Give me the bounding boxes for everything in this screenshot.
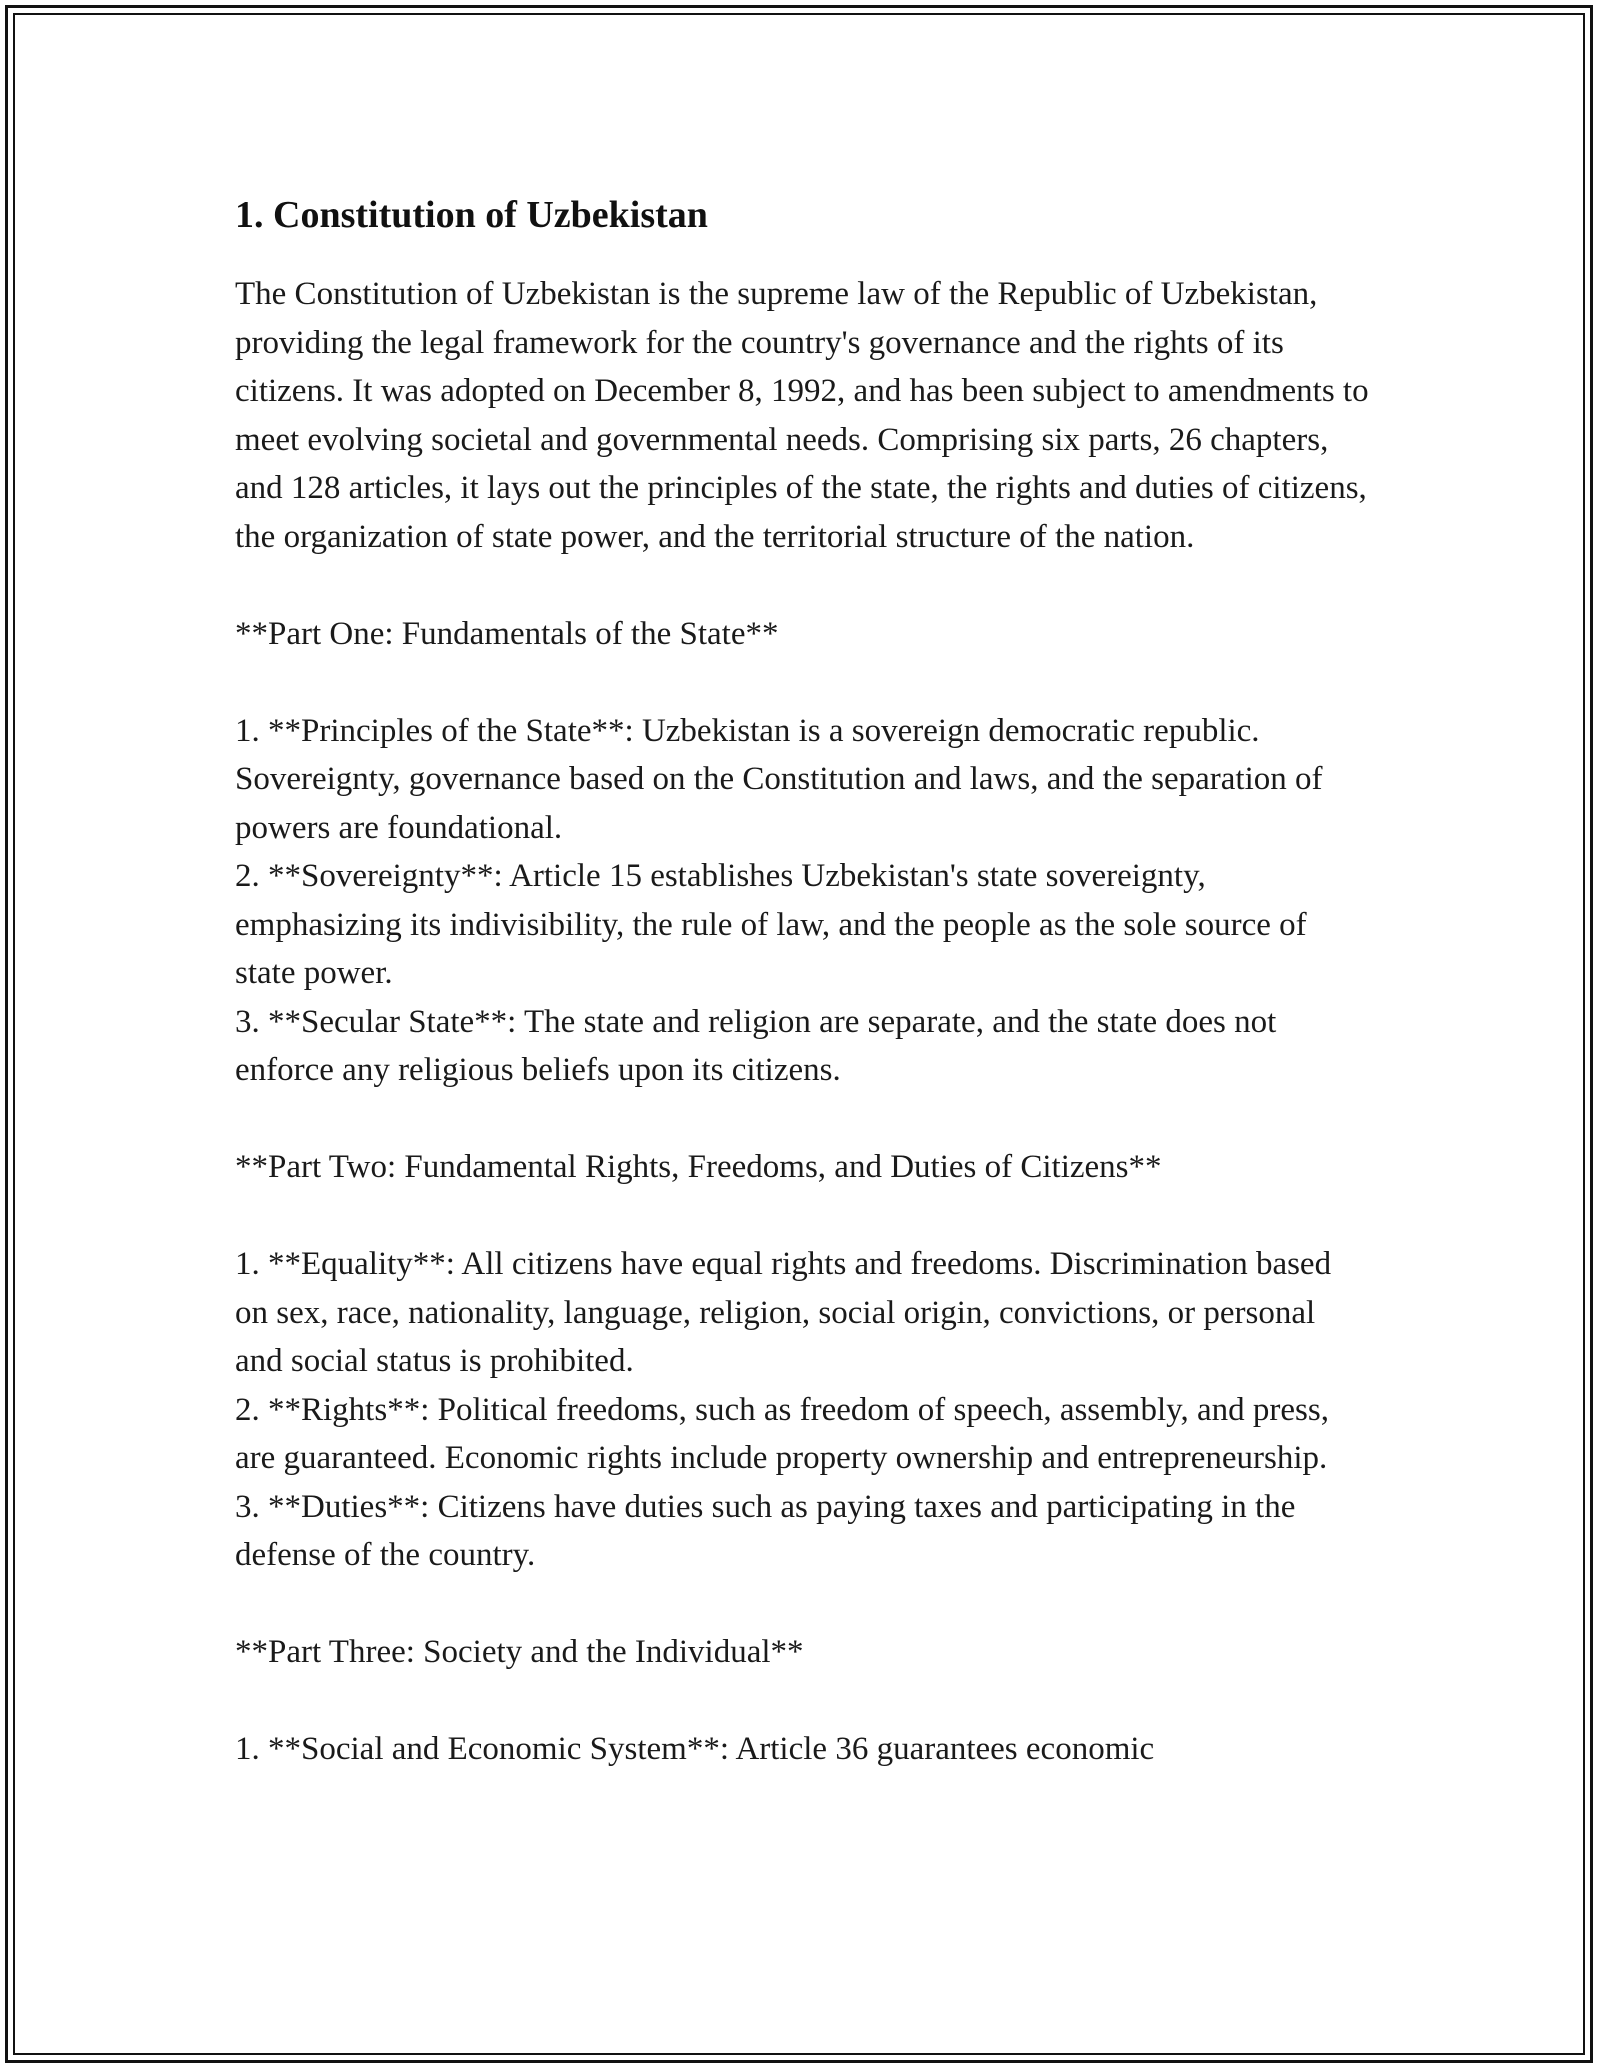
document-body [235, 190, 1370, 1774]
part-one-item: 2. **Sovereignty**: Article 15 establishes Uzbekistan's state sovereignty, emphasizing its indivisibility, the rule of law, and the people as the sole source of state power. [235, 858, 1307, 991]
part-two-item: 1. **Equality**: All citizens have equal rights and freedoms. Discrimination based on sex, race, nationality, language, religion, social origin, convictions, or personal and social status is prohibited. [235, 1246, 1332, 1379]
spacer [235, 1677, 1370, 1726]
intro-paragraph: The Constitution of Uzbekistan is the supreme law of the Republic of Uzbekistan, providing the legal framework for the country's governance and the rights of its citizens. It was adopted on December 8, 1992, and has been subject to amendments to meet evolving societal and governmental needs. Comprising six parts, 26 chapters, and 128 articles, it lays out the principles of the state, the rights and duties of citizens, the organization of state power, and the territorial structure of the nation. [235, 276, 1369, 555]
part-two-title: **Part Two: Fundamental Rights, Freedoms, and Duties of Citizens** [235, 1149, 1162, 1185]
spacer [235, 561, 1370, 610]
spacer [235, 1580, 1370, 1629]
spacer [235, 1095, 1370, 1144]
part-three-title: **Part Three: Society and the Individual** [235, 1634, 804, 1670]
part-one-item: 1. **Principles of the State**: Uzbekistan is a sovereign democratic republic. Sovereignty, governance based on the Constitution and laws, and the separation of powers are foundational. [235, 712, 1323, 846]
document-heading: 1. Constitution of Uzbekistan [235, 194, 708, 236]
part-three-item: 1. **Social and Economic System**: Article 36 guarantees economic [235, 1731, 1155, 1767]
spacer [235, 658, 1370, 707]
part-two-item: 2. **Rights**: Political freedoms, such as freedom of speech, assembly, and press, are guaranteed. Economic rights include property ownership and entrepreneurship. [235, 1391, 1329, 1476]
part-two-item: 3. **Duties**: Citizens have duties such as paying taxes and participating in the defense of the country. [235, 1488, 1296, 1573]
part-one-item: 3. **Secular State**: The state and religion are separate, and the state does not enforce any religious beliefs upon its citizens. [235, 1003, 1277, 1088]
part-one-title: **Part One: Fundamentals of the State** [235, 615, 779, 652]
spacer [235, 1192, 1370, 1241]
